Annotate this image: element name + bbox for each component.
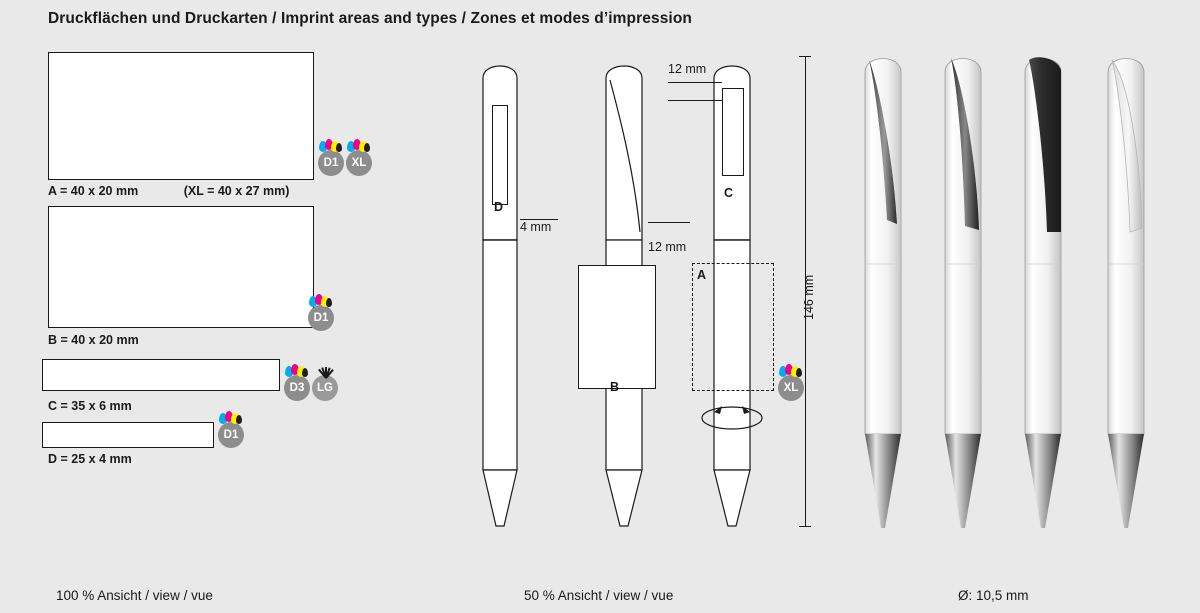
badge-d1-b-label: D1 [313, 312, 329, 324]
imprint-area-d-box [42, 422, 214, 448]
pen-render-2 [935, 44, 991, 534]
badge-xl-technical[interactable] [778, 375, 804, 401]
dim-height-cap-top [799, 56, 811, 57]
imprint-area-a-label: A = 40 x 20 mm [48, 184, 139, 198]
badge-xl-technical-label: XL [783, 382, 799, 394]
footer-right: Ø: 10,5 mm [958, 588, 1029, 603]
pen-render-4 [1098, 44, 1154, 534]
pen1-area-d-letter: D [494, 200, 504, 214]
dim-12mm-top-label: 12 mm [668, 62, 707, 76]
pen-render-3 [1015, 44, 1071, 534]
imprint-area-b-caption: B = 40 x 20 mm [48, 333, 139, 347]
imprint-area-a-box [48, 52, 314, 180]
badge-xl-a-label: XL [351, 157, 367, 169]
pen3-area-a-letter: A [697, 268, 707, 282]
footer-left: 100 % Ansicht / view / vue [56, 588, 213, 603]
dim-12mm-top-line-2 [668, 100, 722, 101]
cmyk-droplets-icon [284, 364, 310, 378]
badge-lg-c[interactable] [312, 375, 338, 401]
pen3-area-c-letter: C [724, 186, 734, 200]
cmyk-droplets-icon [346, 139, 372, 153]
dim-height-label: 146 mm [802, 274, 816, 320]
badge-d1-a[interactable] [318, 150, 344, 176]
pen-render-1 [855, 44, 911, 534]
dim-12mm-top-line-1 [668, 82, 722, 83]
imprint-area-b-box [48, 206, 314, 328]
imprint-area-c-box [42, 359, 280, 391]
dim-height-cap-bottom [799, 526, 811, 527]
badge-d1-d[interactable] [218, 422, 244, 448]
badge-d3-c-label: D3 [289, 382, 305, 394]
dim-12mm-mid-label: 12 mm [648, 240, 687, 254]
badge-lg-c-label: LG [317, 382, 333, 394]
badge-xl-a[interactable] [346, 150, 372, 176]
cmyk-droplets-icon [778, 364, 804, 378]
laser-spark-icon [314, 362, 340, 378]
imprint-area-a-xl-label: (XL = 40 x 27 mm) [183, 184, 290, 198]
pen2-area-b-box [578, 265, 656, 389]
badge-d1-a-label: D1 [323, 157, 339, 169]
imprint-area-a-caption [48, 184, 289, 198]
imprint-area-d-caption: D = 25 x 4 mm [48, 452, 132, 466]
pen3-area-a-box [692, 263, 774, 391]
pen1-area-d-window [492, 105, 508, 205]
badge-d3-c[interactable] [284, 375, 310, 401]
imprint-area-c-caption: C = 35 x 6 mm [48, 399, 132, 413]
pen2-area-b-letter: B [610, 380, 620, 394]
cmyk-droplets-icon [308, 294, 334, 308]
dim-12mm-mid-line [648, 222, 690, 223]
cmyk-droplets-icon [318, 139, 344, 153]
badge-d1-b[interactable] [308, 305, 334, 331]
page-title: Druckflächen und Druckarten / Imprint areas and types / Zones et modes d’impression [48, 10, 692, 27]
cmyk-droplets-icon [218, 411, 244, 425]
footer-center: 50 % Ansicht / view / vue [524, 588, 674, 603]
pen3-area-c-window [722, 88, 744, 176]
badge-d1-d-label: D1 [223, 429, 239, 441]
dim-4mm-label: 4 mm [520, 220, 552, 234]
